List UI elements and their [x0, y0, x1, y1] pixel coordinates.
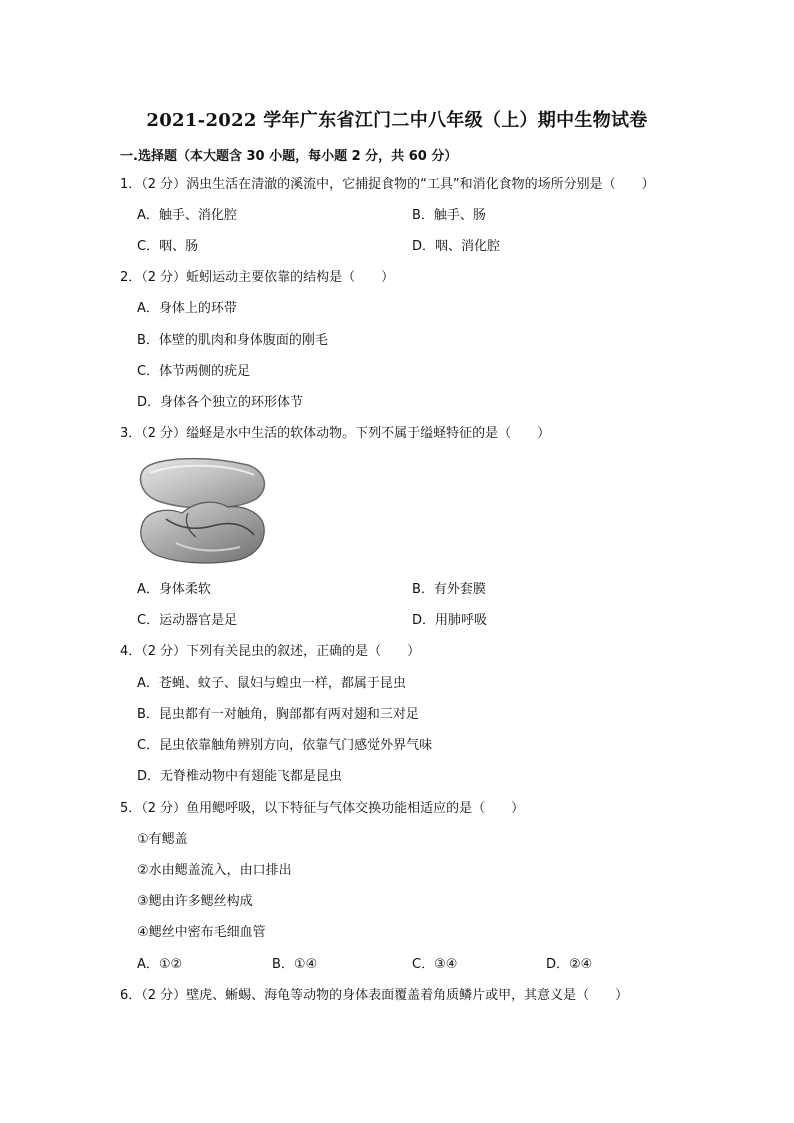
question-5-option-b[interactable]: B．①④ — [272, 957, 318, 972]
question-3-option-b[interactable]: B．有外套膜 — [412, 582, 486, 597]
question-5-item-4: ④鳃丝中密布毛细血管 — [137, 925, 266, 940]
question-2-stem: 2．（2 分）蚯蚓运动主要依靠的结构是（ ） — [120, 270, 395, 285]
question-5-item-3: ③鳃由许多鳃丝构成 — [137, 894, 253, 909]
question-5-item-2: ②水由鳃盖流入，由口排出 — [137, 863, 292, 878]
question-5-item-1: ①有鳃盖 — [137, 832, 188, 847]
razor-clam-photo — [136, 455, 270, 567]
question-3-option-c[interactable]: C．运动器官是足 — [137, 613, 238, 628]
question-1-option-a[interactable]: A．触手、消化腔 — [137, 208, 237, 223]
question-3-option-a[interactable]: A．身体柔软 — [137, 582, 211, 597]
section-heading: 一.选择题（本大题含 30 小题，每小题 2 分，共 60 分） — [120, 149, 458, 164]
question-4-stem: 4．（2 分）下列有关昆虫的叙述，正确的是（ ） — [120, 644, 421, 659]
question-1-option-c[interactable]: C．咽、肠 — [137, 239, 199, 254]
question-2-option-d[interactable]: D．身体各个独立的环形体节 — [137, 395, 304, 410]
question-2-option-b[interactable]: B．体壁的肌肉和身体腹面的刚毛 — [137, 333, 328, 348]
question-5-option-c[interactable]: C．③④ — [412, 957, 458, 972]
question-4-option-a[interactable]: A．苍蝇、蚊子、鼠妇与蝗虫一样，都属于昆虫 — [137, 676, 406, 691]
question-4-option-d[interactable]: D．无脊椎动物中有翅能飞都是昆虫 — [137, 769, 343, 784]
question-1-stem: 1．（2 分）涡虫生活在清澈的溪流中，它捕捉食物的“工具”和消化食物的场所分别是（ ） — [120, 177, 655, 192]
question-6-stem: 6．（2 分）壁虎、蜥蜴、海龟等动物的身体表面覆盖着角质鳞片或甲，其意义是（ ） — [120, 988, 629, 1003]
question-3-option-d[interactable]: D．用肺呼吸 — [412, 613, 488, 628]
question-5-option-d[interactable]: D．②④ — [546, 957, 593, 972]
question-5-option-a[interactable]: A．①② — [137, 957, 183, 972]
question-1-option-d[interactable]: D．咽、消化腔 — [412, 239, 501, 254]
question-5-stem: 5．（2 分）鱼用鳃呼吸，以下特征与气体交换功能相适应的是（ ） — [120, 801, 525, 816]
question-2-option-c[interactable]: C．体节两侧的疣足 — [137, 364, 251, 379]
question-4-option-c[interactable]: C．昆虫依靠触角辨别方向，依靠气门感觉外界气味 — [137, 738, 433, 753]
question-2-option-a[interactable]: A．身体上的环带 — [137, 301, 237, 316]
question-1-option-b[interactable]: B．触手、肠 — [412, 208, 486, 223]
question-3-stem: 3．（2 分）缢蛏是水中生活的软体动物。下列不属于缢蛏特征的是（ ） — [120, 426, 551, 441]
exam-title: 2021-2022 学年广东省江门二中八年级（上）期中生物试卷 — [146, 110, 648, 131]
question-4-option-b[interactable]: B．昆虫都有一对触角，胸部都有两对翅和三对足 — [137, 707, 419, 722]
